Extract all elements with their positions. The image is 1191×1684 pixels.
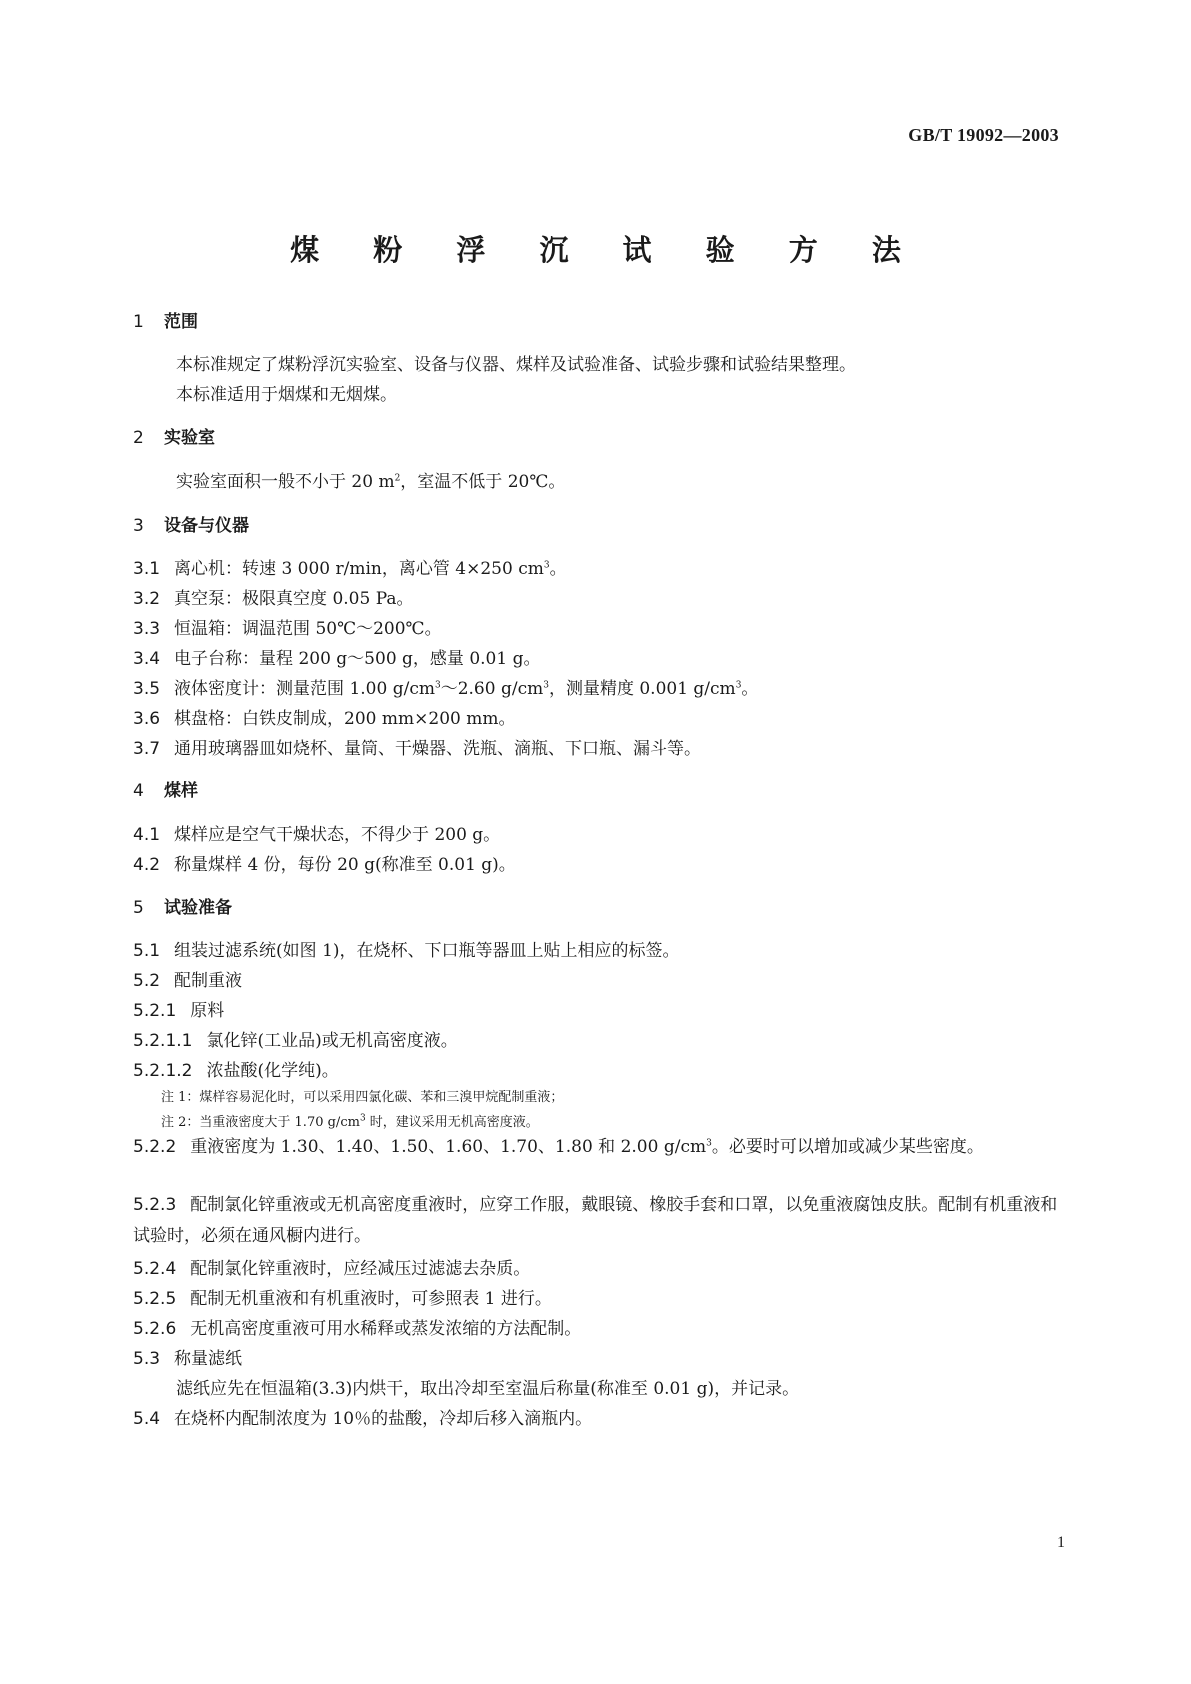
section-title: 实验室 bbox=[164, 428, 215, 448]
clause-number: 5.2.6 bbox=[133, 1319, 177, 1339]
clause-number: 5.2.4 bbox=[133, 1259, 177, 1279]
superscript: 3 bbox=[543, 680, 549, 691]
clause-number: 3.1 bbox=[133, 559, 161, 579]
text: 实验室面积一般不小于 20 m bbox=[176, 472, 395, 492]
paragraph: 滤纸应先在恒温箱(3.3)内烘干，取出冷却至室温后称量(称准至 0.01 g)，并记录。 bbox=[176, 1379, 800, 1399]
text: 离心机：转速 3 000 r/min，离心管 4×250 cm bbox=[174, 559, 544, 579]
clause-number: 5.2.1.2 bbox=[133, 1061, 193, 1081]
clause-5-2 bbox=[133, 966, 242, 991]
clause-3-5 bbox=[133, 674, 758, 699]
clause-number: 3.3 bbox=[133, 619, 161, 639]
section-title: 煤样 bbox=[164, 781, 198, 801]
text: 时，建议采用无机高密度液。 bbox=[365, 1115, 539, 1130]
section-5-heading bbox=[133, 893, 232, 918]
text: 液体密度计：测量范围 1.00 g/cm bbox=[174, 679, 435, 699]
section-number: 3 bbox=[133, 516, 144, 536]
text: 配制无机重液和有机重液时，可参照表 1 进行。 bbox=[190, 1289, 552, 1309]
text: 浓盐酸(化学纯)。 bbox=[206, 1061, 339, 1081]
clause-5-2-5 bbox=[133, 1284, 552, 1309]
text: 称量滤纸 bbox=[174, 1349, 243, 1369]
clause-3-3 bbox=[133, 614, 442, 639]
clause-number: 5.2.2 bbox=[133, 1137, 177, 1157]
clause-5-2-6 bbox=[133, 1314, 581, 1339]
section-number: 1 bbox=[133, 312, 144, 332]
text: 。 bbox=[549, 559, 567, 579]
superscript: 3 bbox=[434, 680, 441, 691]
clause-4-1 bbox=[133, 820, 500, 845]
clause-5-2-1-1 bbox=[133, 1026, 458, 1051]
clause-number: 3.4 bbox=[133, 649, 161, 669]
text: 重液密度为 1.30、1.40、1.50、1.60、1.70、1.80 和 2.00 g/cm bbox=[190, 1137, 707, 1157]
text: 配制氯化锌重液时，应经减压过滤滤去杂质。 bbox=[190, 1259, 531, 1279]
clause-3-4 bbox=[133, 644, 540, 669]
text: 氯化锌(工业品)或无机高密度液。 bbox=[206, 1031, 458, 1051]
section-2-heading bbox=[133, 423, 215, 448]
paragraph bbox=[176, 467, 565, 492]
section-3-heading bbox=[133, 511, 249, 536]
clause-5-2-3 bbox=[133, 1190, 1059, 1252]
clause-5-2-1 bbox=[133, 996, 224, 1021]
section-4-heading bbox=[133, 776, 198, 801]
clause-number: 3.7 bbox=[133, 739, 161, 759]
clause-number: 5.2 bbox=[133, 971, 161, 991]
text: 配制氯化锌重液或无机高密度重液时，应穿工作服，戴眼镜、橡胶手套和口罩，以免重液腐蚀皮肤。配制有机重液和试验时，必须在通风橱内进行。 bbox=[133, 1195, 1058, 1246]
clause-number: 5.1 bbox=[133, 941, 161, 961]
clause-4-2 bbox=[133, 850, 516, 875]
text: 。 bbox=[741, 679, 759, 699]
clause-5-2-2 bbox=[133, 1132, 1059, 1163]
section-title: 设备与仪器 bbox=[164, 516, 249, 536]
text: 通用玻璃器皿如烧杯、量筒、干燥器、洗瓶、滴瓶、下口瓶、漏斗等。 bbox=[174, 739, 702, 759]
section-number: 5 bbox=[133, 898, 144, 918]
clause-number: 5.4 bbox=[133, 1409, 161, 1429]
text: ～2.60 g/cm bbox=[440, 679, 544, 699]
clause-number: 3.2 bbox=[133, 589, 161, 609]
clause-number: 5.2.1 bbox=[133, 1001, 177, 1021]
clause-number: 5.2.1.1 bbox=[133, 1031, 193, 1051]
clause-number: 5.2.3 bbox=[133, 1195, 177, 1215]
section-number: 4 bbox=[133, 781, 144, 801]
paragraph: 本标准规定了煤粉浮沉实验室、设备与仪器、煤样及试验准备、试验步骤和试验结果整理。 bbox=[176, 355, 856, 375]
superscript: 3 bbox=[359, 1113, 366, 1124]
superscript: 3 bbox=[706, 1138, 712, 1149]
clause-5-1 bbox=[133, 936, 680, 961]
note-1: 注 1：煤样容易泥化时，可以采用四氯化碳、苯和三溴甲烷配制重液； bbox=[161, 1090, 564, 1105]
text: 原料 bbox=[190, 1001, 225, 1021]
superscript: 2 bbox=[394, 473, 401, 484]
clause-5-2-1-2 bbox=[133, 1056, 339, 1081]
text: 无机高密度重液可用水稀释或蒸发浓缩的方法配制。 bbox=[190, 1319, 582, 1339]
clause-5-2-4 bbox=[133, 1254, 530, 1279]
text: 称量煤样 4 份，每份 20 g(称准至 0.01 g)。 bbox=[174, 855, 516, 875]
superscript: 3 bbox=[735, 680, 742, 691]
text: 煤样应是空气干燥状态，不得少于 200 g。 bbox=[174, 825, 501, 845]
clause-number: 4.1 bbox=[133, 825, 161, 845]
text: 在烧杯内配制浓度为 10％的盐酸，冷却后移入滴瓶内。 bbox=[174, 1409, 593, 1429]
text: 注 2：当重液密度大于 1.70 g/cm bbox=[161, 1115, 360, 1130]
clause-number: 5.2.5 bbox=[133, 1289, 177, 1309]
section-number: 2 bbox=[133, 428, 144, 448]
superscript: 3 bbox=[543, 560, 550, 571]
document-title: 煤 粉 浮 沉 试 验 方 法 bbox=[290, 233, 923, 267]
text: 棋盘格：白铁皮制成，200 mm×200 mm。 bbox=[174, 709, 516, 729]
clause-number: 3.6 bbox=[133, 709, 161, 729]
text: ，测量精度 0.001 g/cm bbox=[548, 679, 736, 699]
clause-5-3 bbox=[133, 1344, 242, 1369]
clause-3-1 bbox=[133, 554, 567, 579]
clause-3-2 bbox=[133, 584, 414, 609]
section-1-heading bbox=[133, 307, 198, 332]
clause-number: 5.3 bbox=[133, 1349, 161, 1369]
paragraph: 本标准适用于烟煤和无烟煤。 bbox=[176, 385, 397, 405]
clause-3-7 bbox=[133, 734, 701, 759]
text: 真空泵：极限真空度 0.05 Pa。 bbox=[174, 589, 414, 609]
clause-5-4 bbox=[133, 1404, 592, 1429]
text: 恒温箱：调温范围 50℃～200℃。 bbox=[174, 619, 442, 639]
clause-3-6 bbox=[133, 704, 515, 729]
standard-code: GB/T 19092—2003 bbox=[908, 125, 1059, 145]
clause-number: 3.5 bbox=[133, 679, 161, 699]
section-title: 范围 bbox=[164, 312, 198, 332]
text: 电子台称：量程 200 g～500 g，感量 0.01 g。 bbox=[174, 649, 541, 669]
section-title: 试验准备 bbox=[164, 898, 232, 918]
note-2 bbox=[161, 1111, 539, 1130]
text: ，室温不低于 20℃。 bbox=[400, 472, 566, 492]
text: 配制重液 bbox=[174, 971, 243, 991]
text: 。必要时可以增加或减少某些密度。 bbox=[711, 1137, 984, 1157]
clause-number: 4.2 bbox=[133, 855, 161, 875]
page-number: 1 bbox=[1057, 1534, 1065, 1551]
text: 组装过滤系统(如图 1)，在烧杯、下口瓶等器皿上贴上相应的标签。 bbox=[174, 941, 680, 961]
